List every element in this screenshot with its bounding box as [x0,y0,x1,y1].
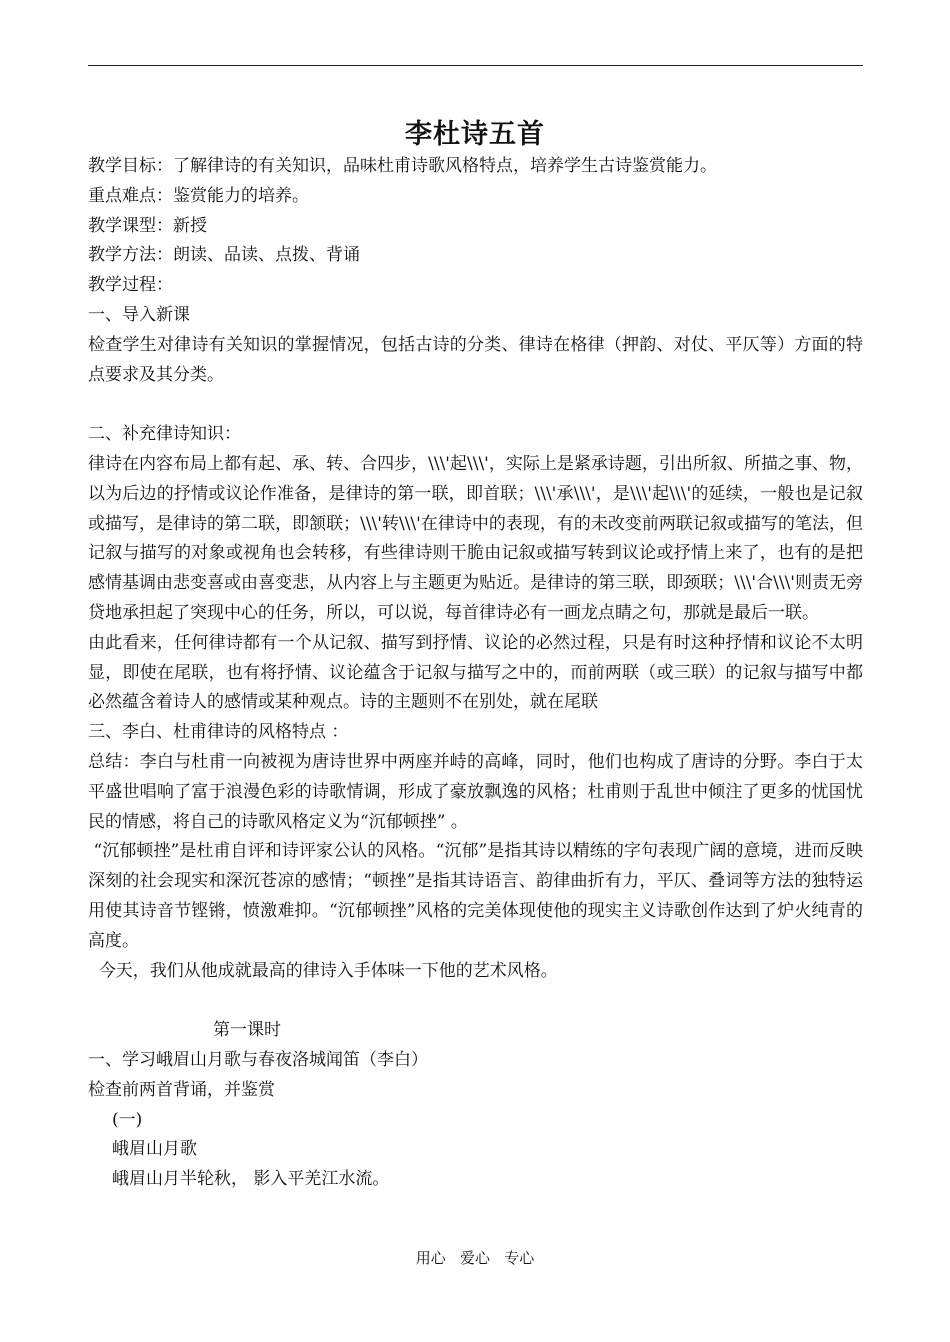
document-title: 李杜诗五首 [405,119,545,150]
section-3-paragraph-1: 总结：李白与杜甫一向被视为唐诗世界中两座并峙的高峰，同时，他们也构成了唐诗的分野。李白于太平盛世唱响了富于浪漫色彩的诗歌情调，形成了豪放飘逸的风格；杜甫则于乱世中倾注了更多的忧国忧民的情感，将自己的诗歌风格定义为“沉郁顿挫” 。 [88,751,863,832]
document-body [88,152,863,1195]
teaching-method: 教学方法：朗读、品读、点拨、背诵 [88,245,360,266]
section-2-heading: 二、补充律诗知识： [88,424,241,445]
lesson-type: 教学课型：新授 [88,215,207,236]
poem-title: 峨眉山月歌 [112,1139,197,1160]
section-1-body: 检查学生对律诗有关知识的掌握情况，包括古诗的分类、律诗在格律（押韵、对仗、平仄等）方面的特点要求及其分类。 [88,334,863,385]
lesson-1-heading: 第一课时 [213,1020,281,1041]
blank-line [88,986,863,1016]
key-difficulty: 重点难点：鉴赏能力的培养。 [88,185,309,206]
section-3-heading: 三、李白、杜甫律诗的风格特点 ： [88,722,349,743]
part-1-heading: 一、学习峨眉山月歌与春夜洛城闻笛（李白） [88,1049,428,1070]
section-3-paragraph-3: 今天，我们从他成就最高的律诗入手体味一下他的艺术风格。 [88,960,558,981]
page-footer: 用心 爱心 专心 [415,1249,535,1267]
section-3-paragraph-2: “沉郁顿挫”是杜甫自评和诗评家公认的风格。“沉郁”是指其诗以精练的字句表现广阔的意境，进而反映深刻的社会现实和深沉苍凉的感情；“顿挫”是指其诗语言、韵律曲折有力，平仄、叠词等方法的独特运用使其诗音节铿锵，愤激难抑。“沉郁顿挫”风格的完美体现使他的现实主义诗歌创作达到了炉火纯青的高度。 [88,841,864,951]
poem-line-1: 峨眉山月半轮秋， 影入平羌江水流。 [112,1169,390,1190]
header-rule [88,65,863,66]
section-1-heading: 一、导入新课 [88,304,190,325]
section-2-paragraph-2: 由此看来，任何律诗都有一个从记叙、描写到抒情、议论的必然过程，只是有时这种抒情和议论不太明显，即使在尾联，也有将抒情、议论蕴含于记叙与描写之中的，而前两联（或三联）的记叙与描写中都必然蕴含着诗人的感情或某种观点。诗的主题则不在别处，就在尾联 [88,632,863,713]
teaching-process: 教学过程： [88,275,173,296]
poem-index: (一) [112,1109,143,1130]
teaching-goal: 教学目标：了解律诗的有关知识，品味杜甫诗歌风格特点，培养学生古诗鉴赏能力。 [88,156,717,176]
blank-line [88,390,863,420]
part-1-task: 检查前两首背诵，并鉴赏 [88,1079,275,1100]
section-2-paragraph-1: 律诗在内容布局上都有起、承、转、合四步，\\\'起\\\'，实际上是紧承诗题，引出所叙、所描之事、物，以为后边的抒情或议论作准备，是律诗的第一联，即首联；\\\'承\\\'，是\\\'起\\\'的延续，一般也是记叙或描写，是律诗的第二联，即颔联；\\\'转\\\'在律诗中的表现，有的未改变前两联记叙或描写的笔法，但记叙与描写的对象或视角也会转移，有些律诗则干脆由记叙或描写转到议论或抒情上来了，也有的是把感情基调由悲变喜或由喜变悲，从内容上与主题更为贴近。是律诗的第三联，即颈联；\\\'合\\\'则责无旁贷地承担起了突现中心的任务，所以，可以说，每首律诗必有一画龙点睛之句，那就是最后一联。 [88,453,863,623]
